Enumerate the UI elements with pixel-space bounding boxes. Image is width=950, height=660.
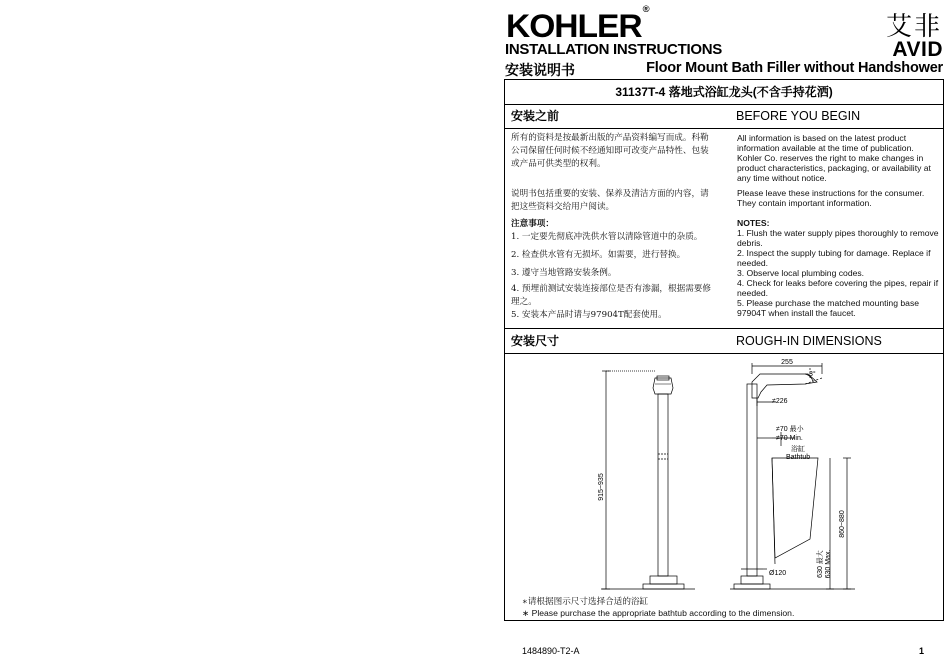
max-dimension-en: 630 Max. (825, 549, 832, 579)
divider (505, 128, 943, 129)
width-dimension-label: 255 (781, 359, 793, 366)
section-head-before-en: BEFORE YOU BEGIN (736, 109, 861, 123)
height-dimension-label: 915~935 (598, 473, 605, 501)
section-head-roughin-en: ROUGH-IN DIMENSIONS (736, 334, 882, 348)
product-name: Floor Mount Bath Filler without Handshower (646, 60, 943, 76)
divider (505, 328, 943, 329)
min-dimension-cn: ≠70 最小 (776, 426, 804, 433)
tub-height-label: 860~880 (839, 510, 846, 538)
doc-title: INSTALLATION INSTRUCTIONS (505, 41, 722, 58)
doc-title-cn: 安装说明书 (505, 63, 575, 79)
brand-cn-title: 艾非 (885, 12, 942, 42)
bathtub-label-en: Bathtub (786, 454, 811, 461)
base-diameter-label: Ø120 (769, 570, 787, 577)
cn-notes: 注意事项： 1. 一定要先彻底冲洗供水管以清除管道中的杂质。 2. 检查供水管有无损坏。如需要，进行替换。 3. 遵守当地管路安装条例。 4. 预埋前测试安装连接部位是否有渗漏，根据需要修 理之。 5. 安装本产品时请与97904T配套使用。 (511, 219, 711, 320)
spout-dimension-label: ≠226 (772, 398, 788, 405)
en-consumer-paragraph: Please leave these instructions for the consumer. They contain important information. (737, 188, 925, 208)
en-intro-paragraph: All information is based on the latest product information available at the time of publication. Kohler Co. reserves the right to make changes in product characteristics, packaging, or availability at any time without notice. (737, 133, 931, 183)
section-head-roughin-cn: 安装尺寸 (511, 334, 560, 348)
section-head-before-cn: 安装之前 (511, 109, 560, 123)
bathtub-label-cn: 浴缸 (791, 446, 805, 453)
bathtub-note-en: ∗ Please purchase the appropriate bathtub according to the dimension. (522, 608, 795, 618)
rough-in-drawing (505, 354, 945, 599)
bathtub-note-cn: ∗请根据图示尺寸选择合适的浴缸 (522, 597, 649, 607)
angle-label: 3° (809, 371, 816, 378)
divider (505, 104, 943, 105)
page-number: 1 (918, 646, 924, 656)
cn-consumer-paragraph: 说明书包括重要的安装、保养及清洁方面的内容，请 把这些资料交给用户阅读。 (511, 189, 709, 212)
series-name: AVID (892, 38, 943, 61)
cn-intro-paragraph: 所有的资料是按最新出版的产品资料编写而成。科勒 公司保留任何时候不经通知即可改变产品特性、包装 或产品可供类型的权利。 (511, 133, 709, 169)
brand-logo: KOHLER® (506, 4, 649, 44)
max-dimension-cn: 630 最大 (817, 550, 824, 578)
en-notes: NOTES: 1. Flush the water supply pipes thoroughly to remove debris. 2. Inspect the supply tubing for damage. Replace if needed. 3. Observe local plumbing codes. 4. Check for leaks before covering the pipes, repair if needed. 5. Please purchase the matched mounting base 97904T when install the faucet. (737, 218, 939, 318)
min-dimension-en: ≠70 Min. (776, 435, 803, 442)
document-code: 1484890-T2-A (522, 646, 580, 656)
model-line: 31137T-4 落地式浴缸龙头(不含手持花洒) (615, 85, 833, 99)
instructions-panel (504, 79, 944, 621)
